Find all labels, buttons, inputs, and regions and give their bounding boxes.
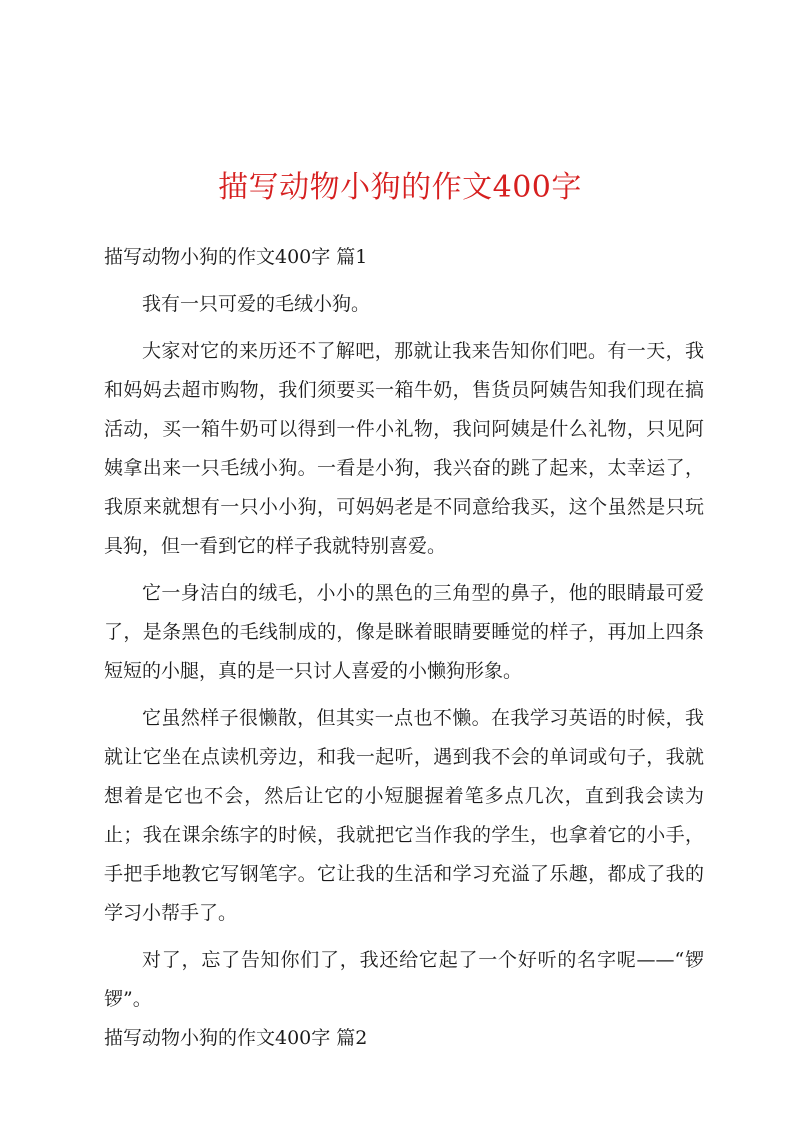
paragraph-4: 它虽然样子很懒散，但其实一点也不懒。在我学习英语的时候，我就让它坐在点读机旁边，和我一起听，遇到我不会的单词或句子，我就想着是它也不会，然后让它的小短腿握着笔多点几次，直到我会读为止；我在课余练字的时候，我就把它当作我的学生，也拿着它的小手，手把手地教它写钢笔字。它让我的生活和学习充溢了乐趣，都成了我的学习小帮手了。 bbox=[104, 707, 704, 924]
spacer bbox=[104, 277, 704, 285]
spacer bbox=[104, 324, 704, 332]
spacer bbox=[104, 566, 704, 574]
paragraph-2: 大家对它的来历还不了解吧，那就让我来告知你们吧。有一天，我和妈妈去超市购物，我们须要买一箱牛奶，售货员阿姨告知我们现在搞活动，买一箱牛奶可以得到一件小礼物，我问阿姨是什么礼物，只见阿姨拿出来一只毛绒小狗。一看是小狗，我兴奋的跳了起来，太幸运了，我原来就想有一只小小狗，可妈妈老是不同意给我买，这个虽然是只玩具狗，但一看到它的样子我就特别喜爱。 bbox=[104, 340, 704, 557]
paragraph-1: 我有一只可爱的毛绒小狗。 bbox=[142, 293, 371, 315]
spacer bbox=[104, 933, 704, 941]
paragraph-5: 对了，忘了告知你们了，我还给它起了一个好听的名字呢——“锣锣”。 bbox=[104, 949, 704, 1010]
section-heading-2: 描写动物小狗的作文400字 篇2 bbox=[104, 1027, 368, 1049]
document-body bbox=[104, 238, 704, 1058]
spacer bbox=[104, 691, 704, 699]
section-heading-1: 描写动物小狗的作文400字 篇1 bbox=[104, 246, 368, 268]
document-title: 描写动物小狗的作文400字 bbox=[218, 170, 582, 205]
paragraph-3: 它一身洁白的绒毛，小小的黑色的三角型的鼻子，他的眼睛最可爱了，是条黑色的毛线制成的，像是眯着眼睛要睡觉的样子，再加上四条短短的小腿，真的是一只讨人喜爱的小懒狗形象。 bbox=[104, 582, 704, 682]
